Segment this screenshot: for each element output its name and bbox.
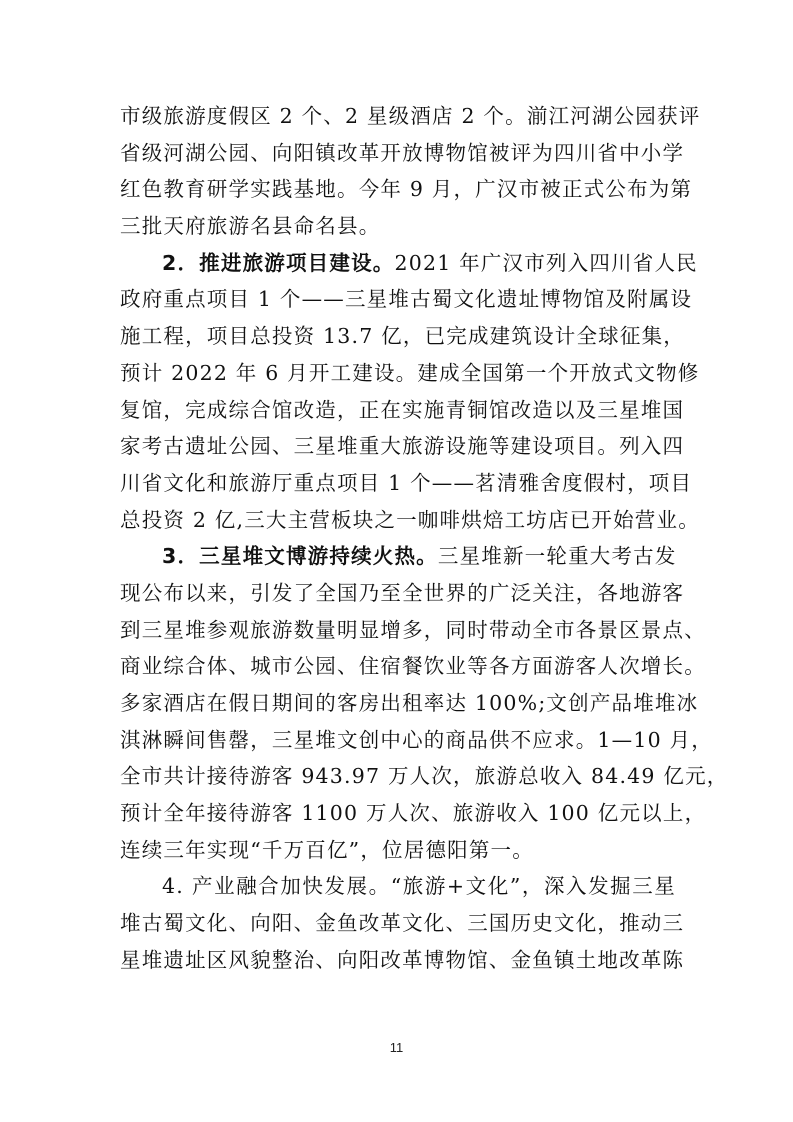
page-number: 11 bbox=[389, 1040, 404, 1055]
text-segment: 2021 年广汉市列入四川省人民 bbox=[394, 250, 698, 275]
text-line: 到三星堆参观旅游数量明显增多，同时带动全市各景区景点、 bbox=[120, 617, 706, 642]
text-line: 川省文化和旅游厅重点项目 1 个——茗清雅舍度假村，项目 bbox=[120, 470, 693, 495]
text-line: 预计全年接待游客 1100 万人次、旅游收入 100 亿元以上， bbox=[120, 801, 707, 826]
paragraph-2 bbox=[120, 245, 700, 539]
text-line bbox=[120, 868, 676, 905]
text-line: 施工程，项目总投资 13.7 亿，已完成建筑设计全球征集， bbox=[120, 324, 685, 349]
text-line: 连续三年实现“千万百亿”，位居德阳第一。 bbox=[120, 837, 534, 862]
text-line: 多家酒店在假日期间的客房出租率达 100%;文创产品堆堆冰 bbox=[120, 691, 699, 715]
text-line: 现公布以来，引发了全国乃至全世界的广泛关注，各地游客 bbox=[120, 580, 685, 605]
text-line bbox=[120, 245, 698, 282]
text-line: 市级旅游度假区 2 个、2 星级酒店 2 个。湔江河湖公园获评 bbox=[120, 104, 701, 128]
text-line: 省级河湖公园、向阳镇改革开放博物馆被评为四川省中小学 bbox=[120, 140, 685, 165]
text-line: 堆古蜀文化、向阳、金鱼改革文化、三国历史文化，推动三 bbox=[120, 911, 685, 936]
text-line: 家考古遗址公园、三星堆重大旅游设施等建设项目。列入四 bbox=[120, 434, 685, 459]
text-line: 预计 2022 年 6 月开工建设。建成全国第一个开放式文物修 bbox=[120, 360, 700, 385]
text-line: 商业综合体、城市公园、住宿餐饮业等各方面游客人次增长。 bbox=[120, 654, 706, 679]
section-heading: 2．推进旅游项目建设。 bbox=[162, 250, 395, 275]
text-line: 三批天府旅游名县命名县。 bbox=[120, 214, 381, 239]
text-segment: “旅游+文化”，深入发掘三星 bbox=[390, 874, 677, 899]
text-line: 淇淋瞬间售罄，三星堆文创中心的商品供不应求。1—10 月， bbox=[120, 727, 713, 752]
paragraph-3 bbox=[120, 538, 729, 868]
text-line: 红色教育研学实践基地。今年 9 月，广汉市被正式公布为第 bbox=[120, 177, 693, 202]
text-line: 政府重点项目 1 个——三星堆古蜀文化遗址博物馆及附属设 bbox=[120, 287, 693, 312]
text-line: 星堆遗址区风貌整治、向阳改革博物馆、金鱼镇土地改革陈 bbox=[120, 947, 685, 972]
paragraph-1 bbox=[120, 98, 701, 245]
document-body bbox=[120, 98, 729, 979]
text-line bbox=[120, 538, 676, 575]
text-line: 总投资 2 亿,三大主营板块之一咖啡烘焙工坊店已开始营业。 bbox=[120, 507, 700, 532]
text-line: 全市共计接待游客 943.97 万人次，旅游总收入 84.49 亿元， bbox=[120, 764, 729, 789]
paragraph-4 bbox=[120, 868, 685, 978]
section-heading: 4. 产业融合加快发展。 bbox=[162, 874, 391, 899]
section-heading: 3．三星堆文博游持续火热。 bbox=[162, 544, 438, 569]
text-segment: 三星堆新一轮重大考古发 bbox=[437, 544, 677, 569]
text-line: 复馆，完成综合馆改造，正在实施青铜馆改造以及三星堆国 bbox=[120, 397, 685, 422]
